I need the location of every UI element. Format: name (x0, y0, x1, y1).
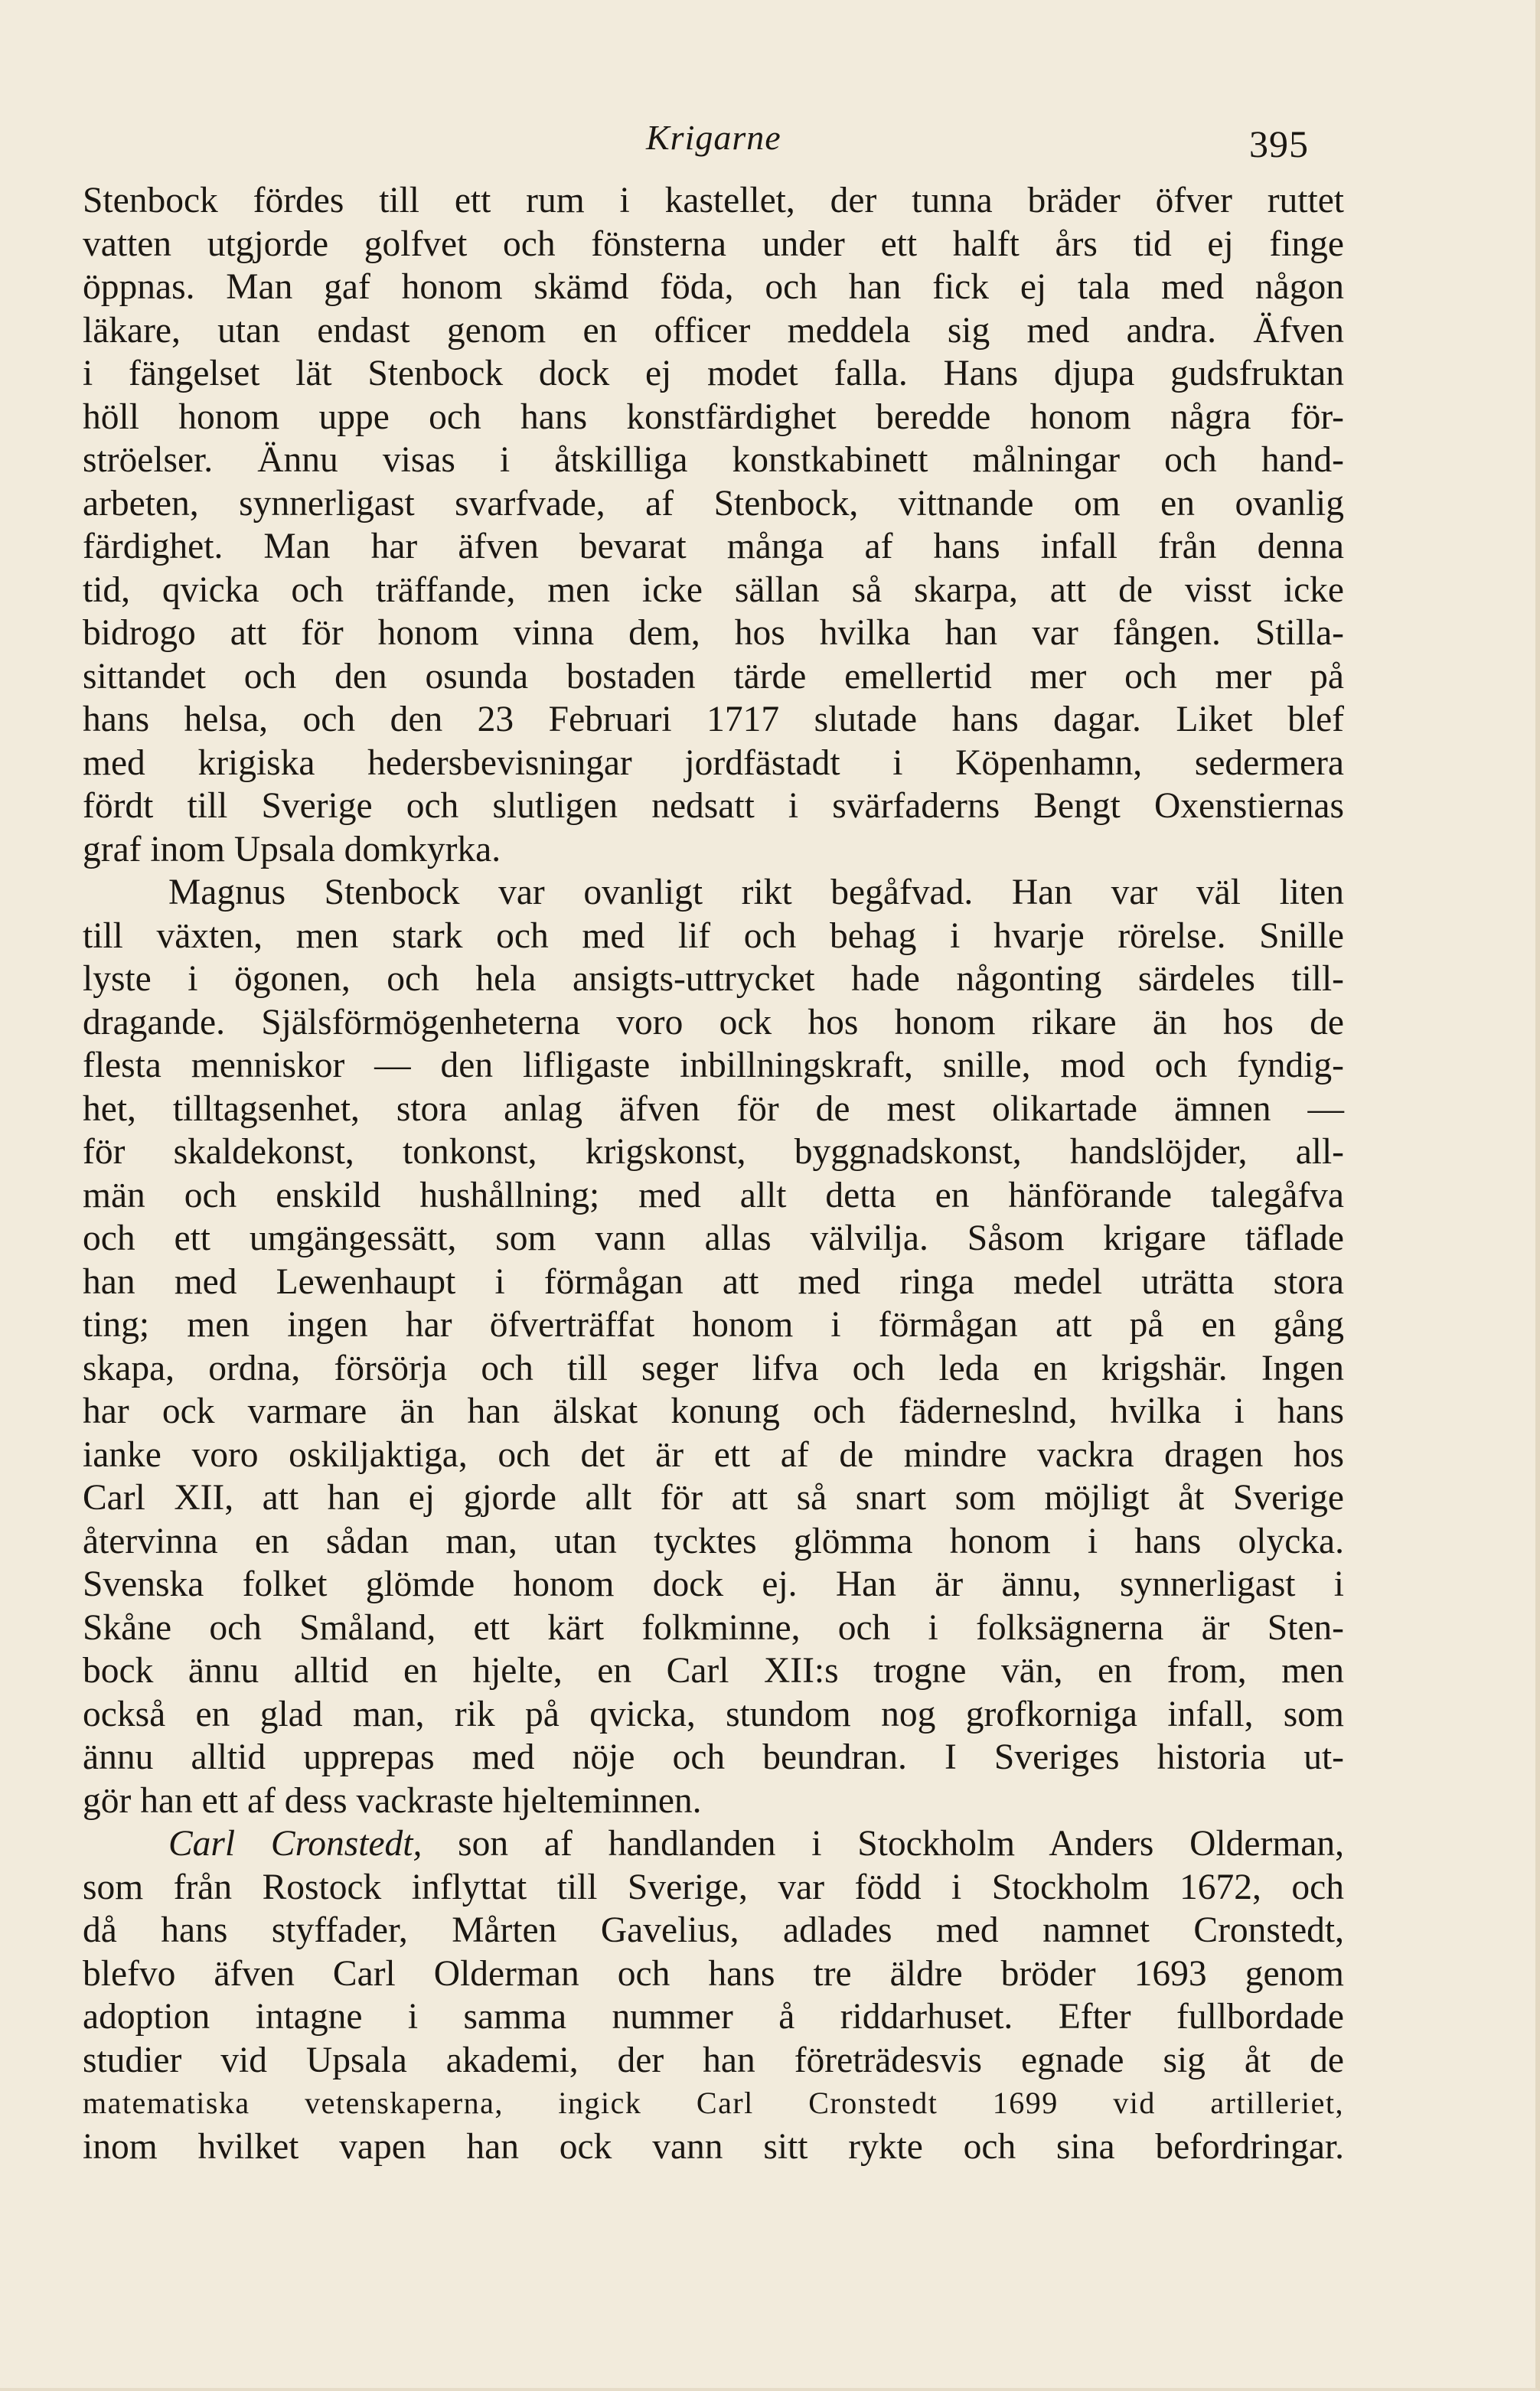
text-line: blefvo äfven Carl Olderman och hans tre äldre bröder 1693 genom (83, 1953, 1344, 1994)
text-line: tid, qvicka och träffande, men icke sällan så skarpa, att de visst icke (83, 569, 1344, 610)
text-line: adoption intagne i samma nummer å riddarhuset. Efter fullbordade (83, 1997, 1344, 2037)
text-line: inom hvilket vapen han ock vann sitt rykte och sina befordringar. (83, 2126, 1344, 2167)
text-line: Skåne och Småland, ett kärt folkminne, och i folksägnerna är Sten- (83, 1607, 1344, 1648)
paragraph-first-line (83, 1822, 1344, 1866)
text-line: ännu alltid upprepas med nöje och beundran. I Sveriges historia ut- (83, 1737, 1344, 1777)
text-line: män och enskild hushållning; med allt detta en hänförande talegåfva (83, 1175, 1344, 1215)
text-line: het, tilltagsenhet, stora anlag äfven för de mest olikartade ämnen — (83, 1088, 1344, 1129)
text-line: hans helsa, och den 23 Februari 1717 slutade hans dagar. Liket blef (83, 700, 1344, 739)
page-number: 395 (1249, 122, 1309, 165)
text-line: Carl XII, att han ej gjorde allt för att så snart som möjligt åt Sverige (83, 1478, 1344, 1518)
text-line: flesta menniskor — den lifligaste inbillningskraft, snille, mod och fyndig- (83, 1045, 1344, 1085)
text-line: också en glad man, rik på qvicka, stundom nog grofkorniga infall, som (83, 1694, 1344, 1734)
text-line: vatten utgjorde golfvet och fönsterna under ett halft års tid ej finge (83, 223, 1344, 264)
text-line: bock ännu alltid en hjelte, en Carl XII:s trogne vän, en from, men (83, 1651, 1344, 1691)
text-line: till växten, men stark och med lif och behag i hvarje rörelse. Snille (83, 915, 1344, 956)
text-line: för skaldekonst, tonkonst, krigskonst, byggnadskonst, handslöjder, all- (83, 1132, 1344, 1172)
text-line: höll honom uppe och hans konstfärdighet beredde honom några för- (83, 396, 1344, 437)
text-line: och ett umgängessätt, som vann allas välvilja. Såsom krigare täflade (83, 1218, 1344, 1258)
person-name: Carl Cronstedt, (168, 1824, 423, 1864)
text-line: sittandet och den osunda bostaden tärde emellertid mer och mer på (83, 656, 1344, 696)
text-line: läkare, utan endast genom en officer meddela sig med andra. Äfven (83, 310, 1344, 351)
running-title: Krigarne (646, 118, 781, 157)
text-line: dragande. Själsförmögenheterna voro ock hos honom rikare än hos de (83, 1002, 1344, 1042)
text-line: med krigiska hedersbevisningar jordfästadt i Köpenhamn, sedermera (83, 742, 1344, 783)
text-line: bidrogo att för honom vinna dem, hos hvilka han var fången. Stilla- (83, 613, 1344, 653)
text-line: öppnas. Man gaf honom skämd föda, och han fick ej tala med någon (83, 267, 1344, 307)
paragraph-end-line: graf inom Upsala domkyrka. (83, 829, 501, 869)
text-line: studier vid Upsala akademi, der han företrädesvis egnade sig åt de (83, 2040, 1344, 2080)
text-line: ting; men ingen har öfverträffat honom i förmågan att på en gång (83, 1305, 1344, 1345)
body-text (83, 179, 1344, 2168)
text-line: har ock varmare än han älskat konung och fäderneslnd, hvilka i hans (83, 1391, 1344, 1431)
paragraph-end-line: gör han ett af dess vackraste hjelteminnen. (83, 1780, 702, 1821)
text-line: Stenbock fördes till ett rum i kastellet, der tunna bräder öfver ruttet (83, 181, 1344, 220)
text-line: fördt till Sverige och slutligen nedsatt i svärfaderns Bengt Oxenstiernas (83, 786, 1344, 826)
text-line: ströelser. Ännu visas i åtskilliga konstkabinett målningar och hand- (83, 440, 1344, 480)
paragraph-first-line: Magnus Stenbock var ovanligt rikt begåfvad. Han var väl liten (168, 873, 1344, 912)
text-line: han med Lewenhaupt i förmågan att med ringa medel uträtta stora (83, 1261, 1344, 1302)
text-line: som från Rostock inflyttat till Sverige, var född i Stockholm 1672, och (83, 1867, 1344, 1907)
text-line: i fängelset lät Stenbock dock ej modet falla. Hans djupa gudsfruktan (83, 354, 1344, 393)
text-line: ianke voro oskiljaktiga, och det är ett af de mindre vackra dragen hos (83, 1434, 1344, 1475)
text-line: lyste i ögonen, och hela ansigts-uttrycket hade någonting särdeles till- (83, 959, 1344, 999)
text-line: skapa, ordna, försörja och till seger lifva och leda en krigshär. Ingen (83, 1348, 1344, 1388)
running-head (0, 115, 1339, 168)
text-line: återvinna en sådan man, utan tycktes glömma honom i hans olycka. (83, 1521, 1344, 1561)
text-line: färdighet. Man har äfven bevarat många af hans infall från denna (83, 527, 1344, 566)
text-span: son af handlanden i Stockholm Anders Olderman, (422, 1824, 1344, 1864)
text-line: Svenska folket glömde honom dock ej. Han är ännu, synnerligast i (83, 1564, 1344, 1604)
text-line: då hans styffader, Mårten Gavelius, adlades med namnet Cronstedt, (83, 1910, 1344, 1950)
text-line: arbeten, synnerligast svarfvade, af Stenbock, vittnande om en ovanlig (83, 483, 1344, 524)
text-line: matematiska vetenskaperna, ingick Carl Cronstedt 1699 vid artilleriet, (83, 2086, 1344, 2120)
